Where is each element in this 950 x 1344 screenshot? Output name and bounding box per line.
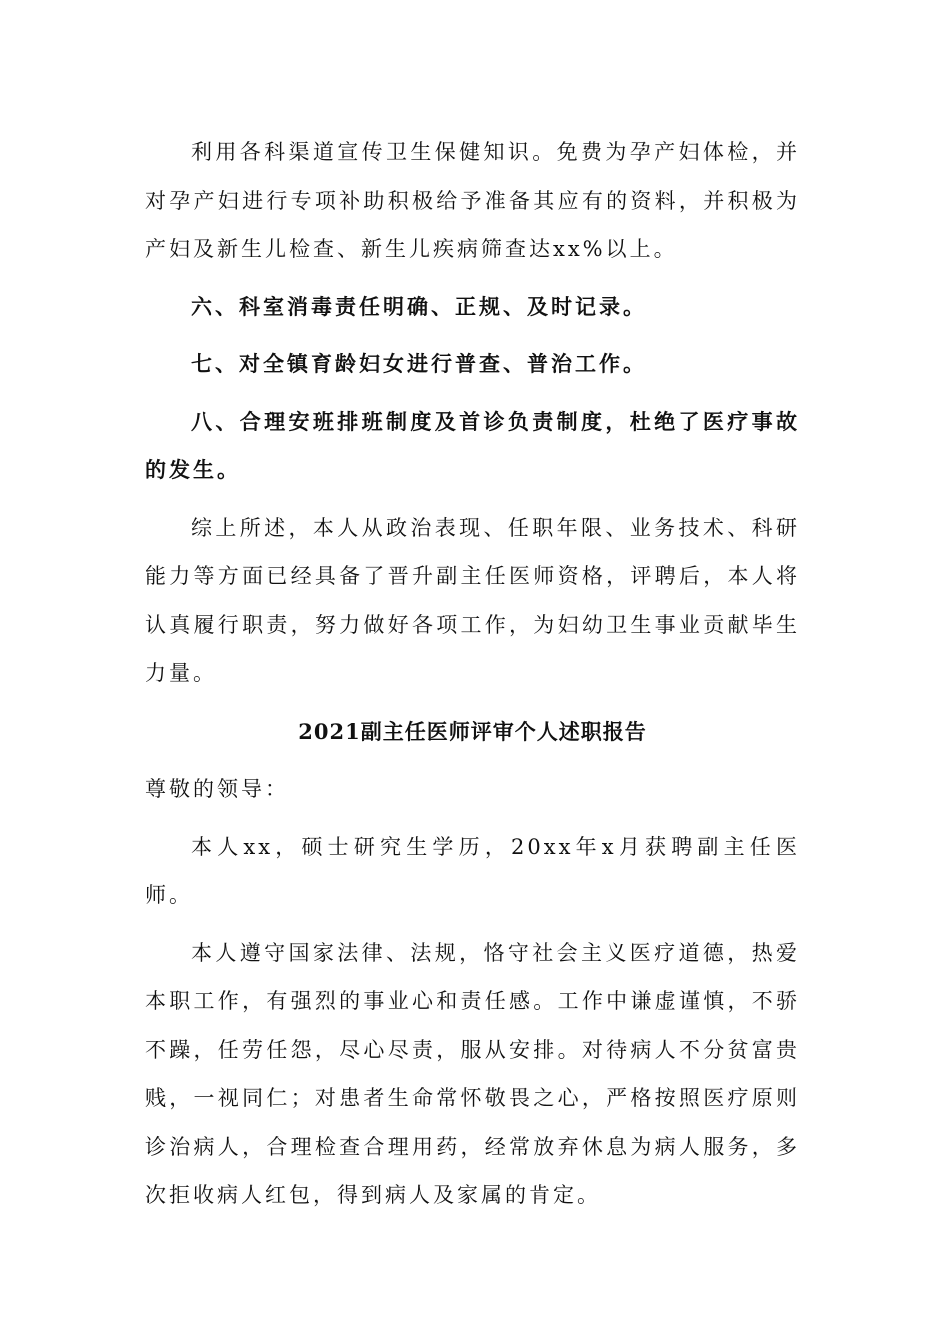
paragraph-intro: 本人xx，硕士研究生学历，20xx年x月获聘副主任医师。 [145,834,800,907]
salutation: 尊敬的领导： [145,777,289,801]
paragraph-ethics: 本人遵守国家法律、法规，恪守社会主义医疗道德，热爱本职工作，有强烈的事业心和责任感。工作中谦虚谨慎，不骄不躁，任劳任怨，尽心尽责，服从安排。对待病人不分贫富贵贱，一视同仁；对患者生命常怀敬畏之心，严格按照医疗原则诊治病人，合理检查合理用药，经常放弃休息为病人服务，多次拒收病人红包，得到病人及家属的肯定。 [145,940,800,1207]
list-item-8: 八、合理安班排班制度及首诊负责制度，杜绝了医疗事故的发生。 [145,408,800,482]
paragraph-health-promotion: 利用各科渠道宣传卫生保健知识。免费为孕产妇体检，并对孕产妇进行专项补助积极给予准备其应有的资料，并积极为产妇及新生儿检查、新生儿疾病筛查达xx%以上。 [145,140,800,261]
paragraph-summary: 综上所述，本人从政治表现、任职年限、业务技术、科研能力等方面已经具备了晋升副主任医师资格，评聘后，本人将认真履行职责，努力做好各项工作，为妇幼卫生事业贡献毕生力量。 [145,515,800,685]
list-item-6: 六、科室消毒责任明确、正规、及时记录。 [191,293,647,319]
report-title: 2021副主任医师评审个人述职报告 [298,718,647,744]
document-body [145,128,800,1220]
list-item-7: 七、对全镇育龄妇女进行普查、普治工作。 [191,351,647,376]
